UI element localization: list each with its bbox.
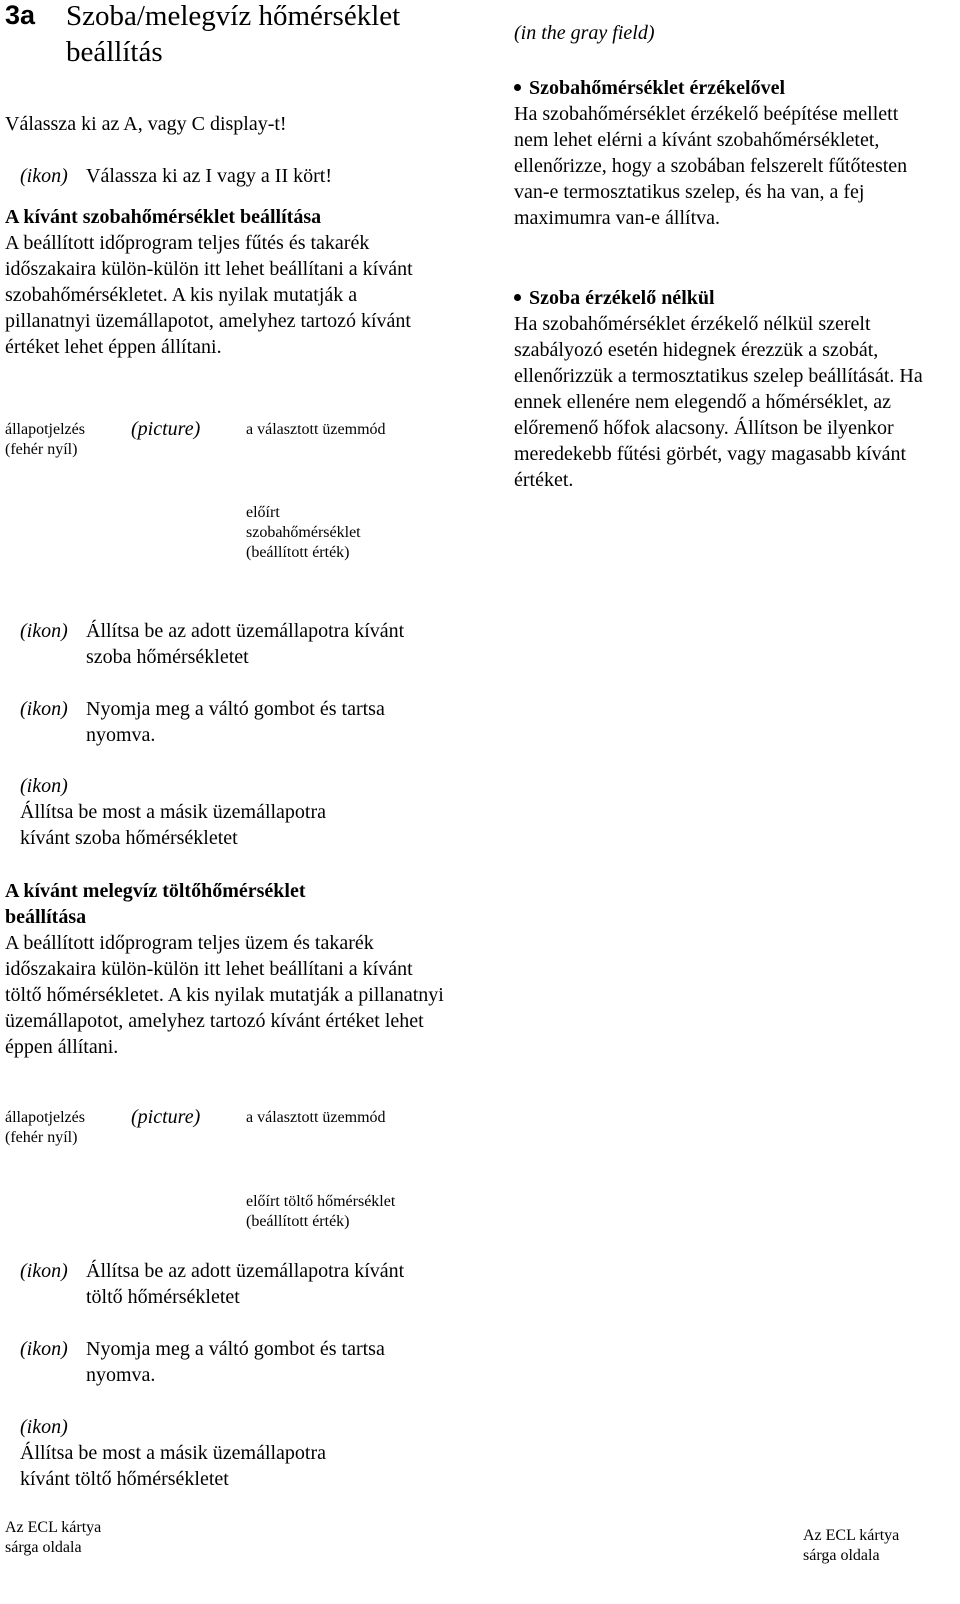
ikon-placeholder: (ikon): [20, 775, 68, 797]
tip-with-sensor: [514, 75, 934, 231]
room-heading: A kívánt szobahőmérséklet beállítása: [5, 206, 322, 228]
room-mode-label: a választott üzemmód: [246, 421, 386, 438]
ikon-placeholder: (ikon): [20, 1416, 68, 1438]
water-step-2: [20, 1336, 440, 1388]
room-step-1-text: Állítsa be az adott üzemállapotra kívánt szoba hőmérsékletet: [86, 620, 405, 668]
water-status-label: állapotjelzés (fehér nyíl): [5, 1109, 85, 1146]
room-step-3: [20, 773, 440, 851]
circle-instruction-text: Válassza ki az I vagy a II kört!: [86, 165, 332, 187]
tip-without-sensor-heading: Szoba érzékelő nélkül: [529, 287, 715, 309]
circle-instruction: [20, 163, 332, 189]
water-heading: A kívánt melegvíz töltőhőmérséklet beállítása: [5, 880, 306, 928]
room-step-3-text: Állítsa be most a másik üzemállapotra kívánt szoba hőmérsékletet: [20, 801, 327, 849]
water-step-3-text: Állítsa be most a másik üzemállapotra kívánt töltő hőmérsékletet: [20, 1442, 327, 1490]
bullet-icon: [514, 294, 521, 301]
water-step-1: [20, 1258, 440, 1310]
ikon-placeholder: (ikon): [20, 698, 68, 720]
water-step-1-text: Állítsa be az adott üzemállapotra kívánt töltő hőmérsékletet: [86, 1260, 405, 1308]
footer-left: Az ECL kártya sárga oldala: [5, 1519, 102, 1556]
water-section: [5, 878, 445, 1060]
water-step-3: [20, 1414, 440, 1492]
bullet-icon: [514, 84, 521, 91]
section-number: 3a: [5, 0, 36, 30]
room-setpoint-label: előírt szobahőmérséklet (beállított érték): [246, 504, 361, 561]
tip-without-sensor: [514, 285, 934, 493]
tip-with-sensor-heading: Szobahőmérséklet érzékelővel: [529, 77, 786, 99]
room-status-label: állapotjelzés (fehér nyíl): [5, 421, 85, 458]
water-body: A beállított időprogram teljes üzem és takarék időszakaira külön-külön itt lehet beállítani a kívánt töltő hőmérsékletet. A kis nyilak mutatják a pillanatnyi üzemállapotot, amelyhez tartozó kívánt értéket lehet éppen állítani.: [5, 932, 444, 1058]
ikon-placeholder: (ikon): [20, 620, 68, 642]
footer-right: Az ECL kártya sárga oldala: [803, 1527, 900, 1564]
ikon-placeholder: (ikon): [20, 1338, 68, 1360]
water-mode-label: a választott üzemmód: [246, 1109, 386, 1126]
room-section: [5, 204, 445, 360]
room-display-picture: (picture): [131, 418, 201, 440]
water-display-picture: (picture): [131, 1106, 201, 1128]
ikon-placeholder: (ikon): [20, 1260, 68, 1282]
room-body: A beállított időprogram teljes fűtés és takarék időszakaira külön-külön itt lehet beállítani a kívánt szobahőmérsékletet. A kis nyilak mutatják a pillanatnyi üzemállapotot, amelyhez tartozó kívánt értéket lehet éppen állítani.: [5, 232, 413, 358]
tip-without-sensor-text: Ha szobahőmérséklet érzékelő nélkül szerelt szabályozó esetén hidegnek érezzük a szobát, ellenőrizzük a termosztatikus szelep beállítását. Ha ennek ellenére nem elegendő a hőmérséklet, az előremenő hőfok alacsony. Állítson be ilyenkor meredekebb fűtési görbét, vagy magasabb kívánt értéket.: [514, 313, 923, 491]
water-step-2-text: Nyomja meg a váltó gombot és tartsa nyomva.: [86, 1338, 385, 1386]
display-instruction: Válassza ki az A, vagy C display-t!: [5, 113, 287, 135]
room-step-2-text: Nyomja meg a váltó gombot és tartsa nyomva.: [86, 698, 385, 746]
water-setpoint-label: előírt töltő hőmérséklet (beállított érték): [246, 1193, 396, 1230]
room-step-2: [20, 696, 440, 748]
ikon-placeholder: (ikon): [20, 165, 68, 187]
page-title: Szoba/melegvíz hőmérséklet beállítás: [66, 0, 401, 68]
room-step-1: [20, 618, 440, 670]
tip-with-sensor-text: Ha szobahőmérséklet érzékelő beépítése mellett nem lehet elérni a kívánt szobahőmérsékletet, ellenőrizze, hogy a szobában felszerelt fűtőtesten van-e termosztatikus szelep, és ha van, a fej maximumra van-e állítva.: [514, 103, 908, 229]
gray-field-note: (in the gray field): [514, 22, 655, 44]
